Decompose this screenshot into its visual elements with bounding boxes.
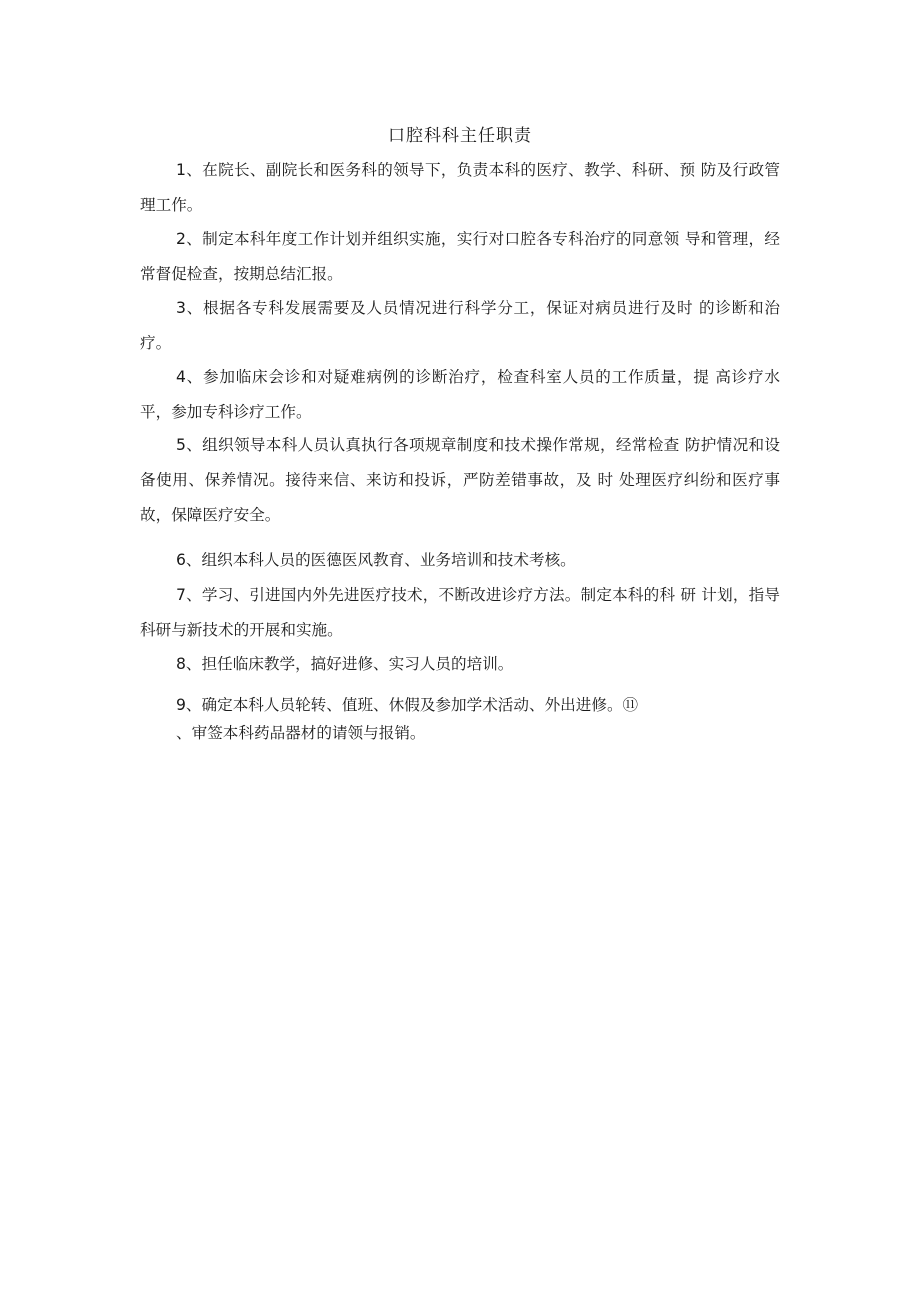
paragraph-2: 2、制定本科年度工作计划并组织实施，实行对口腔各专科治疗的同意领 导和管理，经常督促检查，按期总结汇报。 xyxy=(140,230,780,283)
paragraph-10: 、审签本科药品器材的请领与报销。 xyxy=(176,724,426,742)
paragraph-7: 7、学习、引进国内外先进医疗技术，不断改进诊疗方法。制定本科的科 研 计划，指导科研与新技术的开展和实施。 xyxy=(140,586,780,639)
paragraph-3: 3、根据各专科发展需要及人员情况进行科学分工，保证对病员进行及时 的诊断和治疗。 xyxy=(140,299,780,352)
paragraph-9: 9、确定本科人员轮转、值班、休假及参加学术活动、外出进修。⑪ xyxy=(176,696,639,714)
paragraph-5: 5、组织领导本科人员认真执行各项规章制度和技术操作常规，经常检查 防护情况和设备使用、保养情况。接待来信、来访和投诉，严防差错事故，及 时 处理医疗纠纷和医疗事故，保障医疗安全。 xyxy=(140,436,780,524)
paragraph-6: 6、组织本科人员的医德医风教育、业务培训和技术考核。 xyxy=(176,551,576,569)
document-title: 口腔科科主任职责 xyxy=(388,126,532,146)
paragraph-8: 8、担任临床教学，搞好进修、实习人员的培训。 xyxy=(176,655,514,673)
paragraph-4: 4、参加临床会诊和对疑难病例的诊断治疗，检查科室人员的工作质量，提 高诊疗水平，参加专科诊疗工作。 xyxy=(140,368,780,421)
paragraph-1: 1、在院长、副院长和医务科的领导下，负责本科的医疗、教学、科研、预 防及行政管理工作。 xyxy=(140,161,780,214)
